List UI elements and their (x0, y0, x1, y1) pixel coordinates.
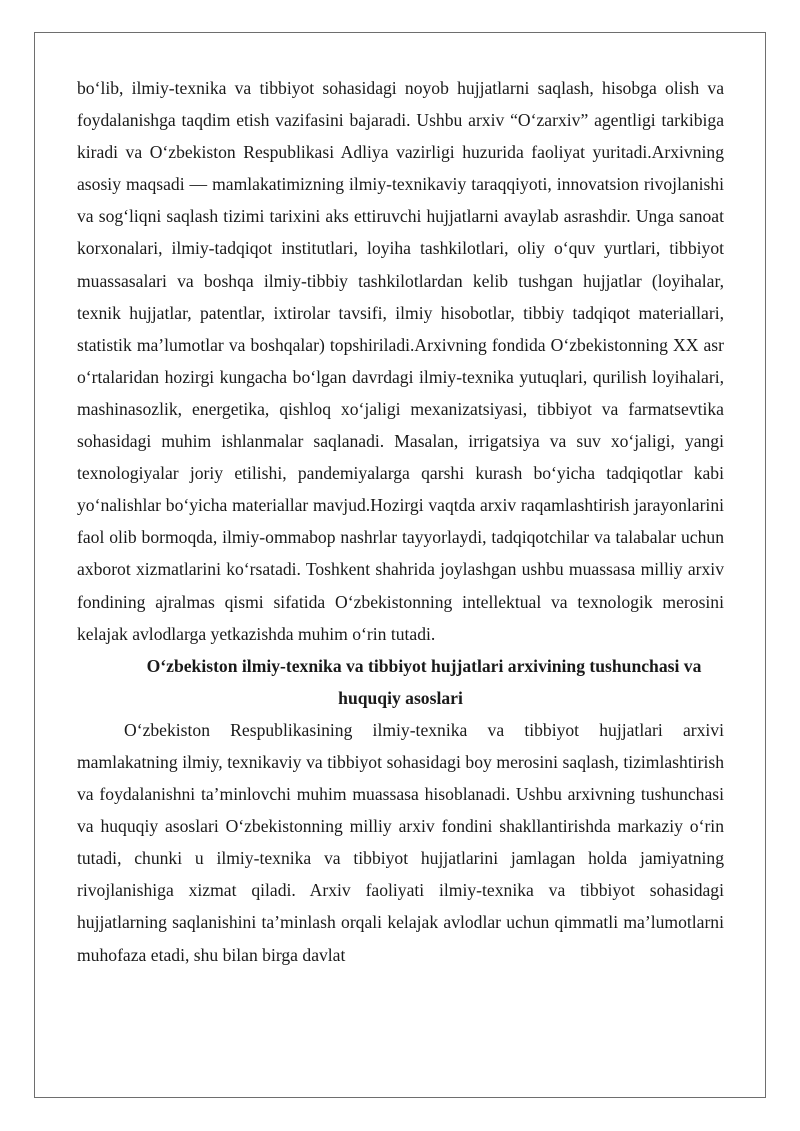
body-paragraph: O‘zbekiston Respublikasining ilmiy-texnika va tibbiyot hujjatlari arxivi mamlakatning ilmiy, texnikaviy va tibbiyot sohasidagi boy merosini saqlash, tizimlashtirish va foydalanishni ta’minlovchi muhim muassasa hisoblanadi. Ushbu arxivning tushunchasi va huquqiy asoslari O‘zbekistonning milliy arxiv fondini shakllantirishda markaziy o‘rin tutadi, chunki u ilmiy-texnika va tibbiyot hujjatlarini jamlagan holda jamiyatning rivojlanishiga xizmat qiladi. Arxiv faoliyati ilmiy-texnika va tibbiyot sohasidagi hujjatlarning saqlanishini ta’minlash orqali kelajak avlodlar uchun qimmatli ma’lumotlarni muhofaza etadi, shu bilan birga davlat (77, 719, 724, 965)
body-paragraph: bo‘lib, ilmiy-texnika va tibbiyot sohasidagi noyob hujjatlarni saqlash, hisobga olish va foydalanishga taqdim etish vazifasini bajaradi. Ushbu arxiv “O‘zarxiv” agentligi tarkibiga kiradi va O‘zbekiston Respublikasi Adliya vazirligi huzurida faoliyat yuritadi.Arxivning asosiy maqsadi — mamlakatimizning ilmiy-texnikaviy taraqqiyoti, innovatsion rivojlanishi va sog‘liqni saqlash tizimi tarixini aks ettiruvchi hujjatlarni avaylab asrashdir. Unga sanoat korxonalari, ilmiy-tadqiqot institutlari, loyiha tashkilotlari, oliy o‘quv yurtlari, tibbiyot muassasalari va boshqa ilmiy-tibbiy tashkilotlardan kelib tushgan hujjatlar (loyihalar, texnik hujjatlar, patentlar, ixtirolar tavsifi, ilmiy hisobotlar, tibbiy tadqiqot materiallari, statistik ma’lumotlar va boshqalar) topshiriladi.Arxivning fondida O‘zbekistonning XX asr o‘rtalaridan hozirgi kungacha bo‘lgan davrdagi ilmiy-texnika yutuqlari, qurilish loyihalari, mashinasozlik, energetika, qishloq xo‘jaligi mexanizatsiyasi, tibbiyot va farmatsevtika sohasidagi muhim ishlanmalar saqlanadi. Masalan, irrigatsiya va suv xo‘jaligi, yangi texnologiyalar joriy etilishi, pandemiyalarga qarshi kurash bo‘yicha tadqiqotlar kabi yo‘nalishlar bo‘yicha materiallar mavjud.Hozirgi vaqtda arxiv raqamlashtirish jarayonlarini faol olib bormoqda, ilmiy-ommabop nashrlar tayyorlaydi, tadqiqotchilar va talabalar uchun axborot xizmatlarini ko‘rsatadi. Toshkent shahrida joylashgan ushbu muassasa milliy arxiv fondining ajralmas qismi sifatida O‘zbekistonning intellektual va texnologik merosini kelajak avlodlarga yetkazishda muhim o‘rin tutadi. (77, 78, 724, 644)
page-body (77, 72, 724, 971)
section-heading: O‘zbekiston ilmiy-texnika va tibbiyot hujjatlari arxivining tushunchasi va huquqiy asoslari (146, 655, 702, 708)
